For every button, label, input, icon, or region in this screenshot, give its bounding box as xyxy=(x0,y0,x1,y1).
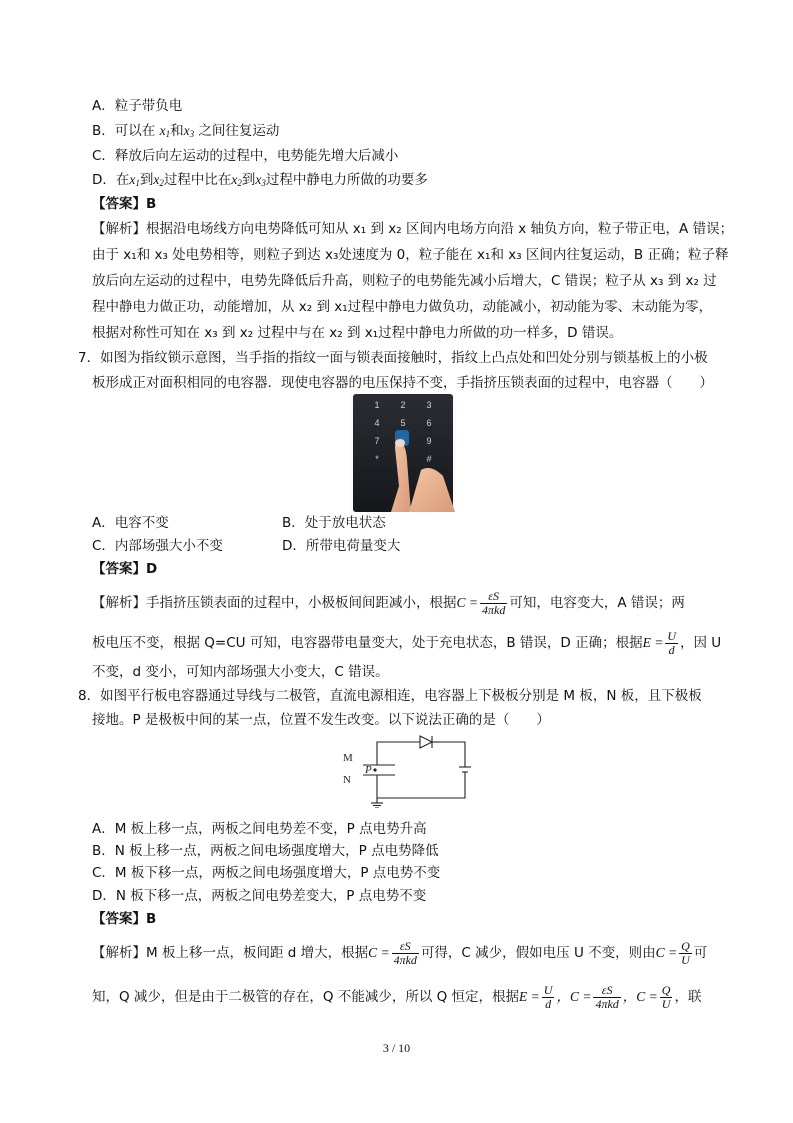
q8-option-c: C．M 板下移一点，两板之间电场强度增大，P 点电势不变 xyxy=(92,865,441,881)
point-p xyxy=(373,768,376,771)
q6-explanation-line5: 根据对称性可知在 x₃ 到 x₂ 过程中与在 x₂ 到 x₁过程中静电力所做的功一样多，D 错误。 xyxy=(92,325,623,341)
q8-stem-line2: 接地。P 是极板中间的某一点，位置不发生改变。以下说法正确的是（ ） xyxy=(92,712,550,728)
q7-option-c: C．内部场强大小不变 xyxy=(92,538,223,554)
diode-symbol xyxy=(420,736,440,748)
keypad-key: 3 xyxy=(426,400,432,410)
label-m: M xyxy=(343,752,353,764)
q6-option-c: C．释放后向左运动的过程中，电势能先增大后减小 xyxy=(92,148,399,164)
q8-explanation-line2: 知，Q 减少，但是由于二极管的存在，Q 不能减少，所以 Q 恒定，根据E = $\frac{U}{d}$ ，C = $\frac{\varepsilon S}{\text{4πkd}}$ ，C = $\frac{Q}{U}$ ，联 xyxy=(92,982,702,1011)
q6-explanation-line3: 放后向左运动的过程中，电势先降低后升高，则粒子的电势能先减小后增大，C 错误；粒子从 x₃ 到 x₂ 过 xyxy=(92,273,717,289)
q8-option-b: B．N 板上移一点，两板之间电场强度增大，P 点电势降低 xyxy=(92,843,439,859)
capacitance-formula: $\frac{\varepsilon S}{\text{4πkd}}$ xyxy=(482,588,506,617)
keypad-key: * xyxy=(375,454,379,464)
q8-stem-line1: 8．如图平行板电容器通过导线与二极管，直流电源相连，电容器上下极板分别是 M 板，N 板，且下极板 xyxy=(78,688,702,704)
q7-stem-line2: 板形成正对面积相同的电容器．现使电容器的电压保持不变，手指挤压锁表面的过程中，电容器（ ） xyxy=(92,375,713,391)
q6-option-b: B．可以在 x1和x3 之间往复运动 xyxy=(92,123,280,139)
q6-explanation-line2: 由于 x₁和 x₃ 处电势相等，则粒子到达 x₃处速度为 0，粒子能在 x₁和 x₃ 区间内往复运动，B 正确；粒子释 xyxy=(92,247,729,263)
q7-answer: 【答案】D xyxy=(92,561,158,577)
q8-explanation-line1: 【解析】M 板上移一点，板间距 d 增大，根据C = $\frac{\varepsilon S}{\text{4πkd}}$ 可得，C 减少，假如电压 U 不变，则由C = $\frac{Q}{U}$ 可 xyxy=(92,938,708,967)
keypad-key: 4 xyxy=(374,418,380,428)
q8-option-d: D．N 板下移一点，两板之间电势差变大，P 点电势不变 xyxy=(92,888,427,904)
q7-explanation-line1: 【解析】手指挤压锁表面的过程中，小极板间间距减小，根据C = $\frac{\varepsilon S}{\text{4πkd}}$ 可知，电容变大，A 错误；两 xyxy=(92,588,685,617)
q7-option-b: B．处于放电状态 xyxy=(282,515,386,531)
keypad-key: 7 xyxy=(374,436,380,446)
field-formula: $\frac{U}{d}$ xyxy=(667,628,676,657)
q6-answer: 【答案】B xyxy=(92,196,157,212)
label-p: P xyxy=(365,764,372,776)
keypad-key: 2 xyxy=(400,400,406,410)
q7-stem-line1: 7．如图为指纹锁示意图，当手指的指纹一面与锁表面接触时，指纹上凸点处和凹处分别与锁基板上的小极 xyxy=(78,350,708,366)
label-n: N xyxy=(343,774,351,786)
keypad-key: 9 xyxy=(426,436,432,446)
keypad-key: 6 xyxy=(426,418,432,428)
q6-explanation-line1: 【解析】根据沿电场线方向电势降低可知从 x₁ 到 x₂ 区间内电场方向沿 x 轴负方向，粒子带正电，A 错误； xyxy=(92,221,734,237)
page-number: 3 / 10 xyxy=(382,1041,411,1055)
keypad-key: # xyxy=(426,454,432,464)
q7-explanation-line2: 板电压不变，根据 Q=CU 可知，电容器带电量变大，处于充电状态，B 错误，D 正确；根据E = $\frac{U}{d}$ ，因 U xyxy=(92,628,722,657)
q6-explanation-line4: 程中静电力做正功，动能增加，从 x₂ 到 x₁过程中静电力做负功，动能减小，初动能为零、末动能为零， xyxy=(92,299,713,315)
q7-option-d: D．所带电荷量变大 xyxy=(282,538,401,554)
fingerprint-lock-image xyxy=(351,394,456,512)
q6-option-d: D．在x1到x2过程中比在x2到x3过程中静电力所做的功要多 xyxy=(92,172,428,188)
q6-option-a: A．粒子带负电 xyxy=(92,98,183,114)
circuit-diagram xyxy=(335,730,480,808)
q8-option-a: A．M 板上移一点，两板之间电势差不变，P 点电势升高 xyxy=(92,821,427,837)
q7-option-a: A．电容不变 xyxy=(92,515,169,531)
keypad-key: 1 xyxy=(374,400,380,410)
q7-explanation-line3: 不变，d 变小，可知内部场强大小变大，C 错误。 xyxy=(92,664,389,680)
q8-answer: 【答案】B xyxy=(92,911,157,927)
keypad-key: 5 xyxy=(400,418,406,428)
